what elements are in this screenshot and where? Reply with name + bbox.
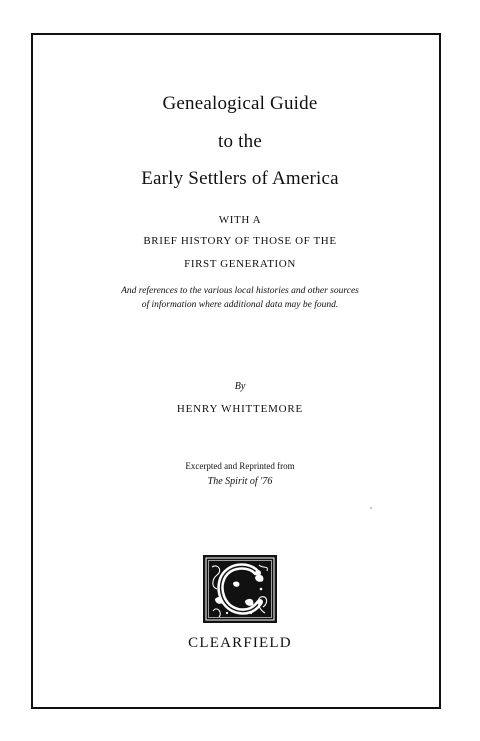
publisher-name: CLEARFIELD	[188, 635, 292, 651]
by-label: By	[234, 381, 246, 392]
paper-speck	[370, 507, 372, 509]
title-line-2: to the	[218, 131, 262, 152]
ornamental-letter-c-icon	[203, 555, 277, 623]
subtitle-line-1: WITH A	[218, 214, 262, 226]
title-line-1: Genealogical Guide	[162, 93, 318, 114]
subtitle-line-3: FIRST GENERATION	[184, 258, 296, 270]
description-line-1: And references to the various local histories and other sources	[121, 286, 359, 296]
excerpt-note: Excerpted and Reprinted from	[185, 461, 295, 471]
description-line-2: of information where additional data may be found.	[141, 300, 339, 310]
title-line-3: Early Settlers of America	[141, 168, 339, 189]
subtitle-line-2: BRIEF HISTORY OF THOSE OF THE	[143, 235, 337, 247]
author-name: HENRY WHITTEMORE	[176, 403, 304, 415]
source-title: The Spirit of '76	[207, 476, 273, 487]
